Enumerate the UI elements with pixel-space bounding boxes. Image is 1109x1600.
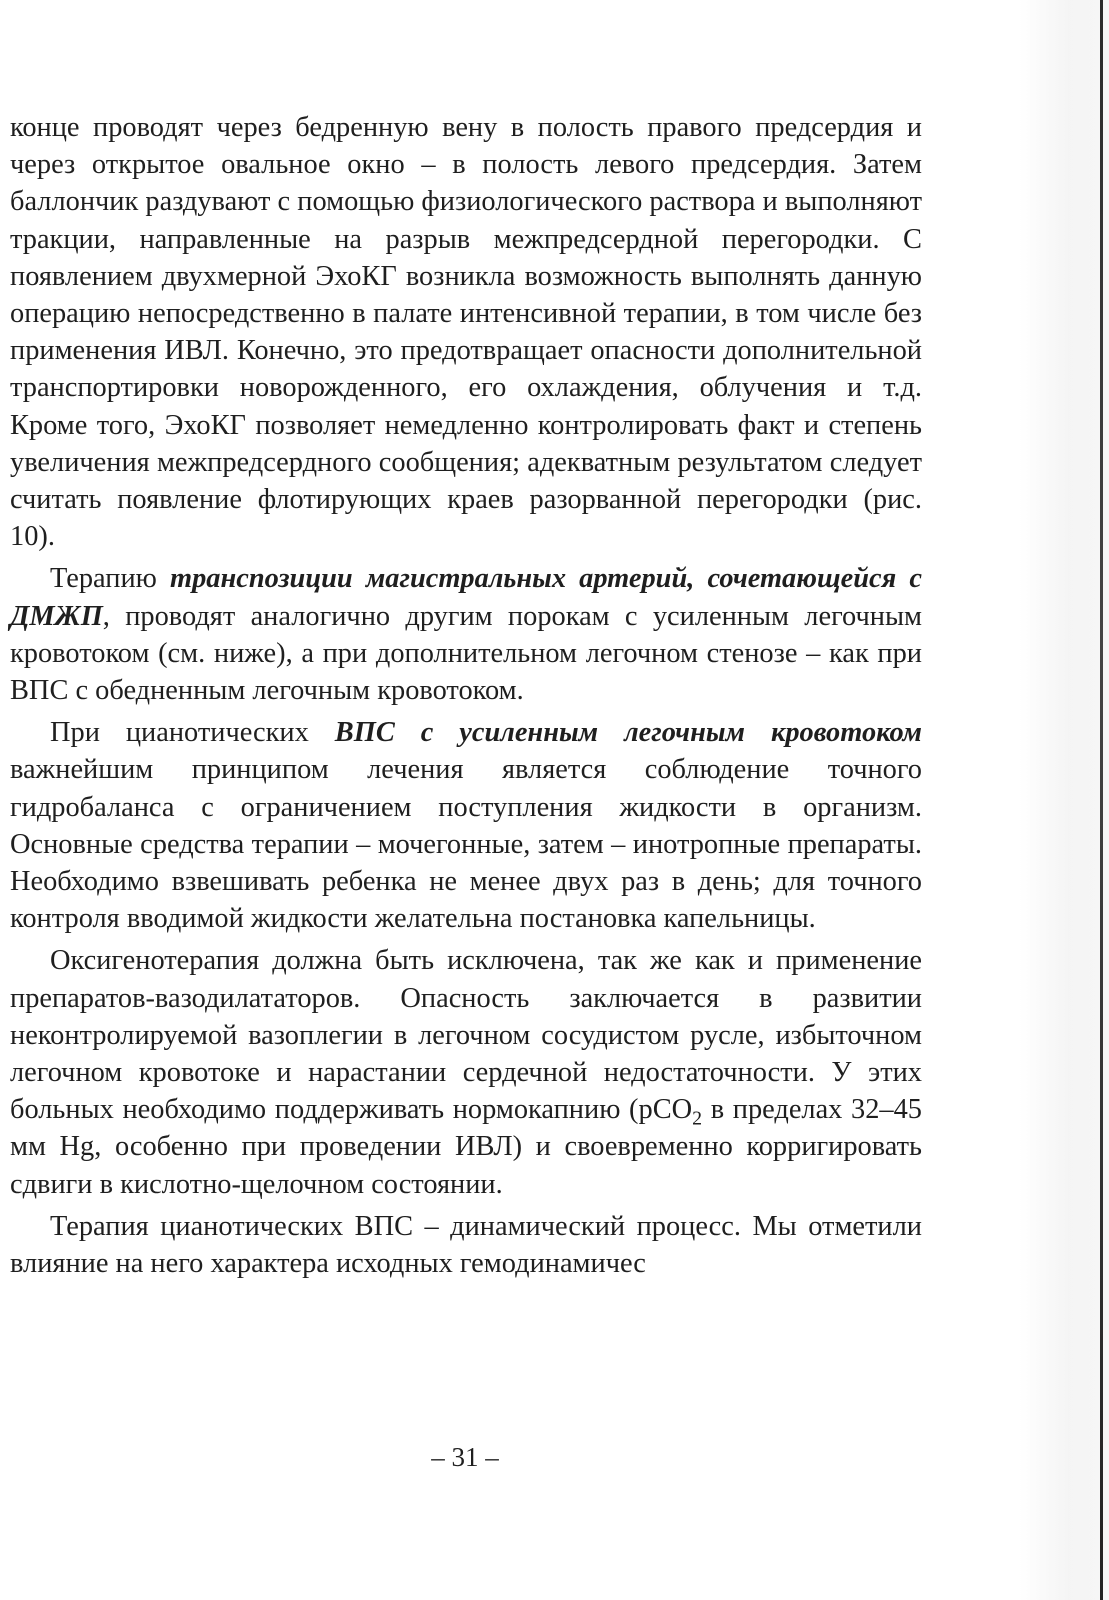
text-run: При цианотических [50, 717, 335, 749]
paragraph-2 [10, 560, 922, 709]
text-run: Оксигенотерапия должна быть исключена, так же как и применение препаратов-вазодилататоров. Опасность заключается в развитии неконтролируемой вазоплегии в легочном сосудистом русле, избыточном легочном кровотоке и нарастании сердечной недостаточности. У этих больных необходимо поддерживать нормокапнию (pCO [10, 945, 922, 1126]
emphasized-term: ВПС с усиленным легочным кровотоком [334, 717, 923, 749]
text-run: Терапия цианотических ВПС – динамический процесс. Мы отметили влияние на него характера исходных гемодинамичес [10, 1210, 922, 1280]
text-run: Терапию [50, 563, 171, 595]
paragraph-1 [10, 109, 922, 555]
page-edge-shadow [1019, 0, 1109, 1600]
body-text [10, 109, 922, 1282]
text-run: , проводят аналогично другим порокам с усиленным легочным кровотоком (см. ниже), а при дополнительном легочном стенозе – как при ВПС с обедненным легочным кровотоком. [10, 600, 922, 707]
page-edge-line [1100, 0, 1103, 1600]
paragraph-3 [10, 714, 922, 937]
page-number: – 31 – [431, 1442, 499, 1472]
subscript: 2 [692, 1107, 703, 1130]
paragraph-4 [10, 942, 922, 1202]
text-run: в пределах 32–45 мм Hg, особенно при проведении ИВЛ) и своевременно корригировать сдвиги в кислотно-щелочном состоянии. [10, 1094, 922, 1200]
paragraph-5 [10, 1208, 922, 1282]
text-run: конце проводят через бедренную вену в полость правого предсердия и через открытое овальное окно – в полость левого предсердия. Затем баллончик раздувают с помощью физиологического раствора и выполняют тракции, направленные на разрыв межпредсердной перегородки. С появлением двухмерной ЭхоКГ возникла возможность выполнять данную операцию непосредственно в палате интенсивной терапии, в том числе без применения ИВЛ. Конечно, это предотвращает опасности дополнительной транспортировки новорожденного, его охлаждения, облучения и т.д. Кроме того, ЭхоКГ позволяет немедленно контролировать факт и степень увеличения межпредсердного сообщения; адекватным результатом следует считать появление флотирующих краев разорванной перегородки (рис. 10). [10, 112, 922, 553]
text-run: важнейшим принципом лечения является соблюдение точного гидробаланса с ограничением поступления жидкости в организм. Основные средства терапии – мочегонные, затем – инотропные препараты. Необходимо взвешивать ребенка не менее двух раз в день; для точного контроля вводимой жидкости желательна постановка капельницы. [10, 754, 922, 935]
emphasized-term: транспозиции магистральных артерий, сочетающейся с ДМЖП [10, 563, 922, 632]
